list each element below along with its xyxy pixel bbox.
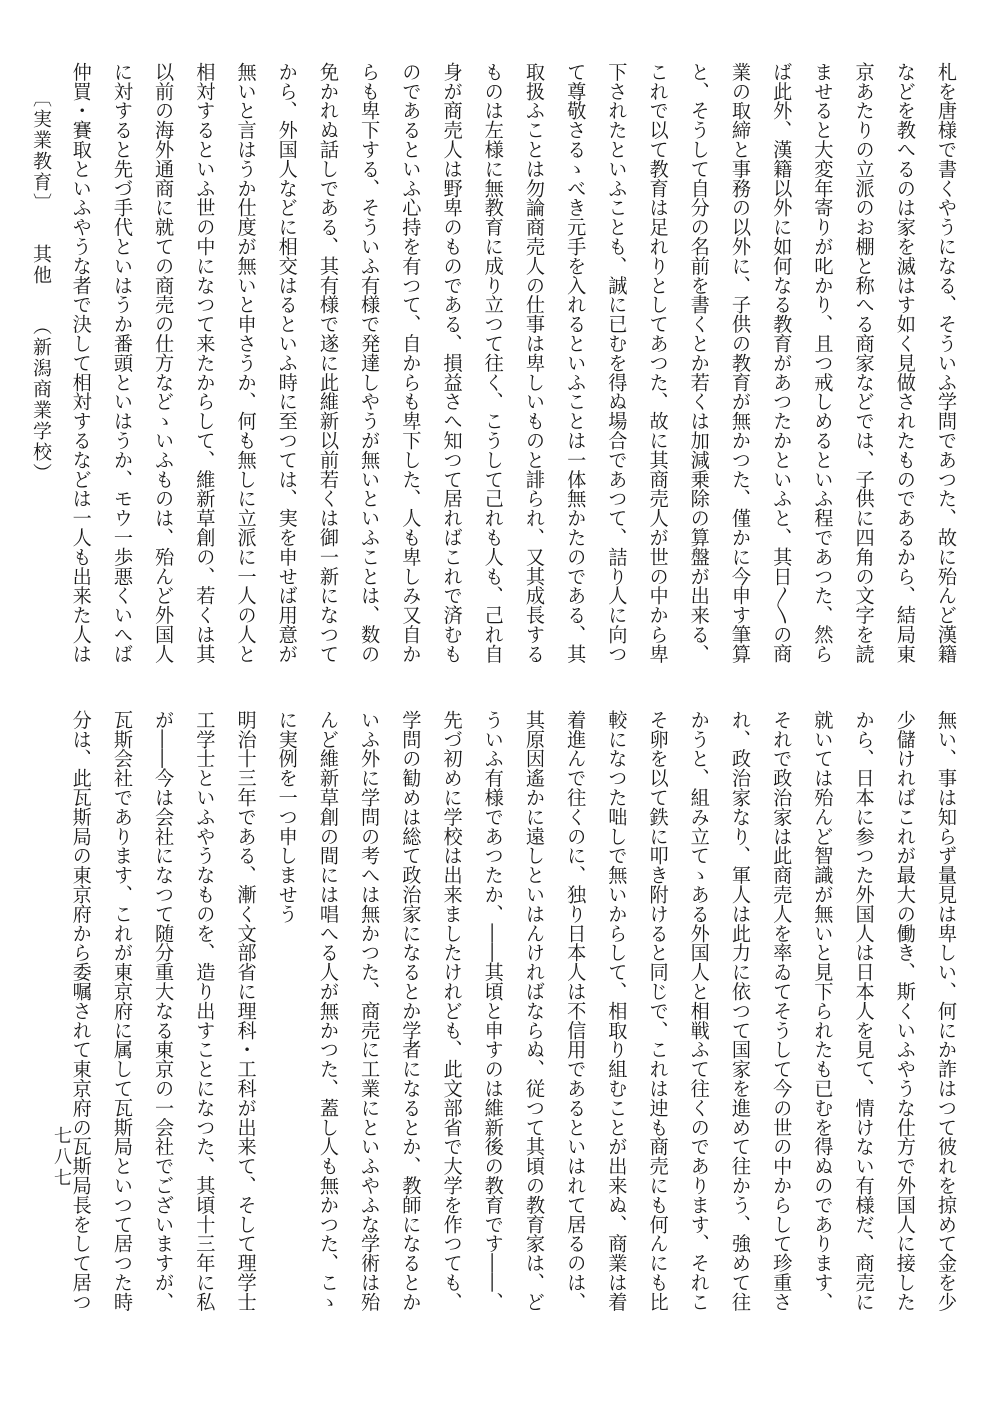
header-school: （新潟商業学校） xyxy=(30,316,52,484)
text-column: んど維新草創の間には唱へる人が無かつた、蓋し人も無かつた、こゝ xyxy=(316,710,340,1312)
running-header xyxy=(28,88,54,688)
text-block-top xyxy=(69,62,967,692)
text-column: 無い、事は知らず量見は卑しい、何にか詐はつて彼れを掠めて金を少 xyxy=(935,710,958,1312)
text-column: それで政治家は此商売人を率ゐてそうして今の世の中からして珍重さ xyxy=(770,710,794,1312)
text-column: ませると大変年寄りが叱かり、且つ戒しめるといふ程であつた、然ら xyxy=(811,62,835,664)
text-column: ものは左様に無教育に成り立つて往く、こうして己れも人も、己れ自 xyxy=(481,62,505,664)
text-column: ば此外、漢籍以外に如何なる教育があつたかといふと、其日〳〵の商 xyxy=(770,62,794,664)
text-column: 取扱ふことは勿論商売人の仕事は卑しいものと誹られ、又其成長する xyxy=(522,62,546,664)
text-column: などを教へるのは家を滅はす如く見做されたものであるから、結局東 xyxy=(893,62,917,664)
text-column: 較になつた咄しで無いからして、相取り組むことが出来ぬ、商業は着 xyxy=(605,710,629,1312)
text-column: 免かれぬ話しである、其有様で遂に此維新以前若くは御一新になつて xyxy=(316,62,340,664)
text-column: 無いと言はうか仕度が無いと申さうか、何も無しに立派に一人の人と xyxy=(234,62,258,664)
text-column: 少儲ければこれが最大の働き、斯くいふやうな仕方で外国人に接した xyxy=(893,710,917,1312)
text-column: が――今は会社になつて随分重大なる東京の一会社でございますが、 xyxy=(152,710,176,1312)
text-column: と、そうして自分の名前を書くとか若くは加減乗除の算盤が出来る、 xyxy=(687,62,711,664)
text-column: 其原因遙かに遠しといはんければならぬ、従つて其頃の教育家は、ど xyxy=(522,710,546,1312)
text-column: 瓦斯会社であります、これが東京府に属して瓦斯局といつて居つた時 xyxy=(110,710,134,1312)
text-column: て尊敬さるゝべき元手を入れるといふことは一体無かたのである、其 xyxy=(564,62,588,664)
header-subject: 其他 xyxy=(30,244,52,286)
text-column: 身が商売人は野卑のものである、損益さへ知つて居ればこれで済むも xyxy=(440,62,464,664)
text-column: 以前の海外通商に就ての商売の仕方などゝいふものは、殆んど外国人 xyxy=(152,62,176,664)
text-column: れ、政治家なり、軍人は此力に依つて国家を進めて往かう、強めて往 xyxy=(728,710,752,1312)
text-column: 札を唐様で書くやうになる、そういふ学問であつた、故に殆んど漢籍 xyxy=(935,62,958,664)
text-column: 相対するといふ世の中になつて来たからして、維新草創の、若くは其 xyxy=(193,62,217,664)
text-column: 業の取締と事務の以外に、子供の教育が無かつた、僅かに今申す筆算 xyxy=(728,62,752,664)
text-column: に実例を一つ申しませう xyxy=(275,710,299,924)
text-column: ういふ有様であつたか、――其頃と申すのは維新後の教育です――、 xyxy=(481,710,505,1312)
text-column: 先づ初めに学校は出来ましたけれども、此文部省で大学を作つても、 xyxy=(440,710,464,1312)
text-block-bottom xyxy=(69,710,967,1340)
text-column: 京あたりの立派のお棚と称へる商家などでは、子供に四角の文字を読 xyxy=(852,62,876,664)
text-column: いふ外に学問の考へは無かつた、商売に工業にといふやふな学術は殆 xyxy=(358,710,382,1312)
page-number: 七八七 xyxy=(51,1126,72,1189)
text-column: 明治十三年である、漸く文部省に理科・工科が出来て、そして理学士 xyxy=(234,710,258,1312)
text-column: 分は、此瓦斯局の東京府から委嘱されて東京府の瓦斯局長をして居つ xyxy=(69,710,93,1312)
text-column: 就いては殆んど智識が無いと見下られたも已むを得ぬのであります、 xyxy=(811,710,835,1312)
text-column: 着進んで往くのに、独り日本人は不信用であるといはれて居るのは、 xyxy=(564,710,588,1312)
header-category: 〔実業教育〕 xyxy=(30,88,52,214)
text-column: らも卑下する、そういふ有様で発達しやうが無いといふことは、数の xyxy=(358,62,382,664)
text-column: 仲買・賽取といふやうな者で決して相対するなどは一人も出来た人は xyxy=(69,62,93,664)
text-column: かうと、組み立てゝある外国人と相戦ふて往くのであります、それこ xyxy=(687,710,711,1312)
text-column: から、日本に参つた外国人は日本人を見て、情けない有様だ、商売に xyxy=(852,710,876,1312)
text-column: のであるといふ心持を有つて、自からも卑下した、人も卑しみ又自か xyxy=(399,62,423,664)
text-column: 下されたといふことも、誠に已むを得ぬ場合であつて、詰り人に向つ xyxy=(605,62,629,664)
text-column: 工学士といふやうなものを、造り出すことになつた、其頃十三年に私 xyxy=(193,710,217,1312)
text-column: から、外国人などに相交はるといふ時に至つては、実を申せば用意が xyxy=(275,62,299,664)
text-column: これで以て教育は足れりとしてあつた、故に其商売人が世の中から卑 xyxy=(646,62,670,664)
text-column: に対すると先づ手代といはうか番頭といはうか、モウ一歩悪くいへば xyxy=(110,62,134,664)
text-column: そ卵を以て鉄に叩き附けると同じで、これは迚も商売にも何んにも比 xyxy=(646,710,670,1312)
text-column: 学問の勧めは総て政治家になるとか学者になるとか、教師になるとか xyxy=(399,710,423,1312)
